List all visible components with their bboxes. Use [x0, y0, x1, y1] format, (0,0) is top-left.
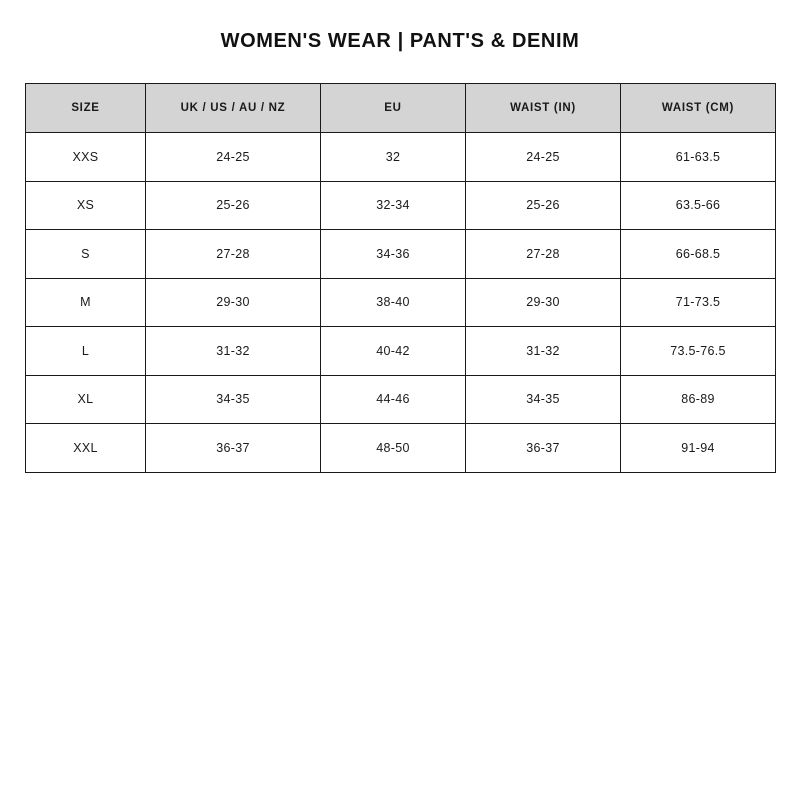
cell-eu: 44-46	[321, 375, 466, 424]
cell-eu: 48-50	[321, 424, 466, 473]
cell-waist-cm: 91-94	[621, 424, 776, 473]
cell-size: S	[26, 230, 146, 279]
size-table	[25, 83, 776, 473]
cell-waist-cm: 73.5-76.5	[621, 327, 776, 376]
cell-waist-in: 25-26	[466, 181, 621, 230]
cell-uk-us-au-nz: 24-25	[146, 133, 321, 182]
size-table-container	[25, 83, 775, 473]
page-title: WOMEN'S WEAR | PANT'S & DENIM	[220, 30, 580, 52]
cell-size: XXS	[26, 133, 146, 182]
cell-size: XS	[26, 181, 146, 230]
cell-uk-us-au-nz: 29-30	[146, 278, 321, 327]
cell-waist-in: 29-30	[466, 278, 621, 327]
cell-uk-us-au-nz: 31-32	[146, 327, 321, 376]
cell-waist-cm: 71-73.5	[621, 278, 776, 327]
table-row	[26, 133, 776, 182]
column-header-uk-us-au-nz: UK / US / AU / NZ	[146, 84, 321, 133]
cell-uk-us-au-nz: 36-37	[146, 424, 321, 473]
cell-eu: 38-40	[321, 278, 466, 327]
cell-size: XXL	[26, 424, 146, 473]
table-row	[26, 327, 776, 376]
cell-waist-cm: 86-89	[621, 375, 776, 424]
table-row	[26, 375, 776, 424]
table-row	[26, 278, 776, 327]
cell-waist-in: 34-35	[466, 375, 621, 424]
cell-size: L	[26, 327, 146, 376]
cell-uk-us-au-nz: 34-35	[146, 375, 321, 424]
cell-eu: 32-34	[321, 181, 466, 230]
cell-waist-in: 24-25	[466, 133, 621, 182]
column-header-size: SIZE	[26, 84, 146, 133]
cell-eu: 32	[321, 133, 466, 182]
cell-waist-cm: 63.5-66	[621, 181, 776, 230]
column-header-waist-in: WAIST (IN)	[466, 84, 621, 133]
table-row	[26, 424, 776, 473]
column-header-eu: EU	[321, 84, 466, 133]
cell-waist-in: 36-37	[466, 424, 621, 473]
cell-waist-in: 31-32	[466, 327, 621, 376]
cell-waist-cm: 66-68.5	[621, 230, 776, 279]
cell-size: M	[26, 278, 146, 327]
cell-eu: 40-42	[321, 327, 466, 376]
cell-waist-in: 27-28	[466, 230, 621, 279]
table-row	[26, 230, 776, 279]
cell-eu: 34-36	[321, 230, 466, 279]
table-body	[26, 133, 776, 473]
table-header-row	[26, 84, 776, 133]
cell-uk-us-au-nz: 27-28	[146, 230, 321, 279]
column-header-waist-cm: WAIST (CM)	[621, 84, 776, 133]
cell-size: XL	[26, 375, 146, 424]
table-row	[26, 181, 776, 230]
table-header	[26, 84, 776, 133]
cell-waist-cm: 61-63.5	[621, 133, 776, 182]
cell-uk-us-au-nz: 25-26	[146, 181, 321, 230]
